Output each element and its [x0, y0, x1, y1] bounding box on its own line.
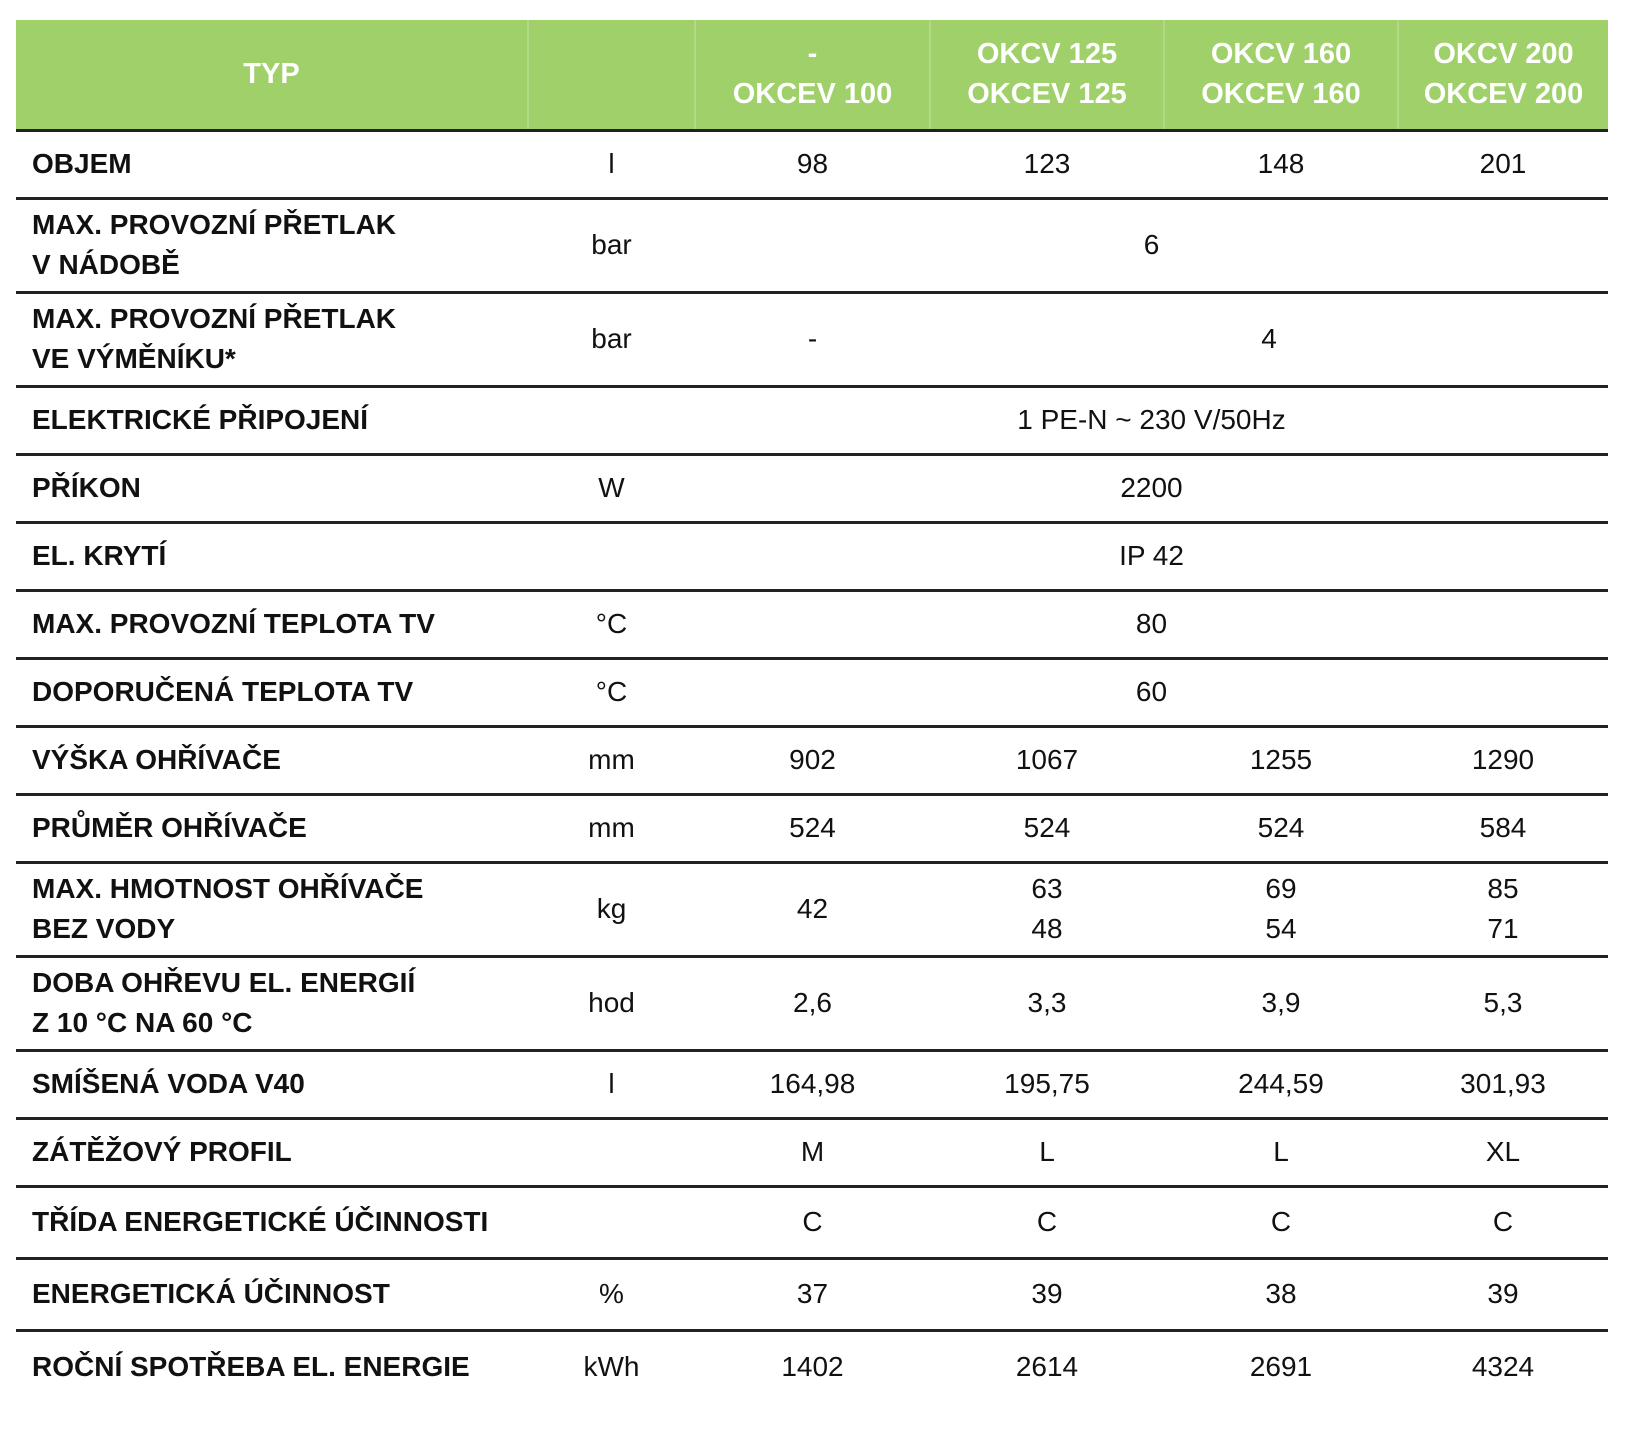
table-row [16, 726, 1608, 794]
cell-value: 584 [1398, 794, 1608, 862]
cell-value: 164,98 [695, 1050, 930, 1118]
row-unit: l [528, 1050, 695, 1118]
cell-value: 39 [1398, 1258, 1608, 1330]
cell-value: 2614 [1015, 1350, 1079, 1382]
table-row [16, 454, 1608, 522]
table-row [16, 1330, 1608, 1402]
row-unit: bar [528, 292, 695, 386]
row-label-line-1: DOBA OHŘEVU EL. ENERGIÍ [32, 967, 416, 998]
header-type-label: TYP [16, 20, 528, 130]
header-model-4-line-1: OKCV 200 [1433, 38, 1574, 71]
cell-value: 38 [1164, 1258, 1398, 1330]
header-row [16, 20, 1608, 130]
table-row [16, 198, 1608, 292]
cell-value-line: 42 [796, 893, 829, 924]
cell-value: 148 [1164, 130, 1398, 198]
cell-value: C [1398, 1186, 1608, 1258]
table-row [16, 292, 1608, 386]
cell-value: 524 [930, 794, 1164, 862]
row-label: DOPORUČENÁ TEPLOTA TV [16, 658, 528, 726]
cell-value: 1067 [930, 726, 1164, 794]
header-model-1-line-2: OKCEV 100 [732, 78, 893, 111]
row-label: EL. KRYTÍ [16, 522, 528, 590]
header-model-3-line-2: OKCEV 160 [1201, 78, 1361, 111]
cell-value: 4324 [1471, 1350, 1535, 1382]
cell-value-merged: IP 42 [695, 522, 1608, 590]
cell-value: 2,6 [695, 956, 930, 1050]
table-row [16, 1050, 1608, 1118]
header-model-2-line-2: OKCEV 125 [967, 78, 1127, 111]
cell-value: 98 [695, 130, 930, 198]
cell-value: 3,3 [930, 956, 1164, 1050]
row-label-line-2: BEZ VODY [32, 913, 176, 944]
row-label: TŘÍDA ENERGETICKÉ ÚČINNOSTI [16, 1186, 528, 1258]
row-label-line-2: VE VÝMĚNÍKU* [32, 343, 236, 374]
cell-value: 123 [930, 130, 1164, 198]
row-label-line-1: MAX. PROVOZNÍ PŘETLAK [32, 209, 397, 240]
row-unit [528, 1186, 695, 1258]
row-label-line-1: MAX. PROVOZNÍ PŘETLAK [32, 303, 397, 334]
header-model-3-line-1: OKCV 160 [1210, 38, 1352, 71]
cell-value-line: 69 [1265, 873, 1297, 904]
row-label: PŘÍKON [16, 454, 528, 522]
row-unit [528, 522, 695, 590]
row-unit: % [528, 1258, 695, 1330]
table-row [16, 590, 1608, 658]
cell-value: 195,75 [930, 1050, 1164, 1118]
cell-value-merged: 80 [695, 590, 1608, 658]
table-row [16, 1258, 1608, 1330]
row-unit: kg [528, 862, 695, 956]
cell-value: - [695, 292, 930, 386]
row-label-line-2: Z 10 °C NA 60 °C [32, 1007, 253, 1038]
table-row [16, 386, 1608, 454]
row-unit: mm [528, 794, 695, 862]
table-row [16, 1118, 1608, 1186]
header-unit-label [528, 20, 695, 130]
spec-table-wrapper [16, 20, 1608, 1402]
row-label: ELEKTRICKÉ PŘIPOJENÍ [16, 386, 528, 454]
cell-value: M [695, 1118, 930, 1186]
row-label: MAX. PROVOZNÍ TEPLOTA TV [16, 590, 528, 658]
header-model-4 [1398, 20, 1608, 130]
row-label-line-1: MAX. HMOTNOST OHŘÍVAČE [32, 873, 424, 904]
row-unit [528, 386, 695, 454]
row-label [16, 956, 528, 1050]
cell-value: C [930, 1186, 1164, 1258]
table-row [16, 522, 1608, 590]
cell-value: C [695, 1186, 930, 1258]
table-row [16, 1186, 1608, 1258]
spec-table [16, 20, 1608, 1402]
cell-value: 2691 [1249, 1350, 1313, 1382]
row-unit: kWh [583, 1350, 640, 1382]
cell-value-line: 85 [1487, 873, 1519, 904]
row-unit: mm [528, 726, 695, 794]
cell-value-merged: 4 [930, 292, 1608, 386]
row-unit: bar [528, 198, 695, 292]
cell-value: 5,3 [1398, 956, 1608, 1050]
cell-value-line: 48 [1031, 913, 1063, 944]
cell-value-merged: 60 [695, 658, 1608, 726]
row-unit [528, 1118, 695, 1186]
cell-value-line: 71 [1487, 913, 1519, 944]
cell-value-merged: 6 [695, 198, 1608, 292]
row-label [16, 292, 528, 386]
cell-value: 244,59 [1164, 1050, 1398, 1118]
table-row [16, 658, 1608, 726]
row-unit: hod [528, 956, 695, 1050]
row-label: VÝŠKA OHŘÍVAČE [16, 726, 528, 794]
cell-value: 3,9 [1164, 956, 1398, 1050]
cell-value: 524 [695, 794, 930, 862]
row-label: ENERGETICKÁ ÚČINNOST [16, 1258, 528, 1330]
cell-value: XL [1398, 1118, 1608, 1186]
row-label: SMÍŠENÁ VODA V40 [16, 1050, 528, 1118]
cell-value: 201 [1398, 130, 1608, 198]
cell-value: L [1164, 1118, 1398, 1186]
table-row [16, 794, 1608, 862]
cell-value: 1290 [1398, 726, 1608, 794]
row-label: ROČNÍ SPOTŘEBA EL. ENERGIE [32, 1350, 470, 1382]
header-model-2-line-1: OKCV 125 [976, 38, 1118, 71]
cell-value-line: 54 [1265, 913, 1297, 944]
cell-value [930, 862, 1164, 956]
row-label: PRŮMĚR OHŘÍVAČE [16, 794, 528, 862]
cell-value: 301,93 [1398, 1050, 1608, 1118]
cell-value: 524 [1164, 794, 1398, 862]
cell-value-merged: 1 PE-N ~ 230 V/50Hz [695, 386, 1608, 454]
cell-value: 39 [930, 1258, 1164, 1330]
row-label-line-2: V NÁDOBĚ [32, 249, 180, 280]
table-row [16, 956, 1608, 1050]
header-model-4-line-2: OKCEV 200 [1423, 78, 1584, 111]
table-row [16, 130, 1608, 198]
row-label: OBJEM [16, 130, 528, 198]
cell-value-merged: 2200 [695, 454, 1608, 522]
row-label [16, 198, 528, 292]
cell-value [1398, 862, 1608, 956]
row-unit: °C [528, 658, 695, 726]
cell-value: 37 [695, 1258, 930, 1330]
cell-value [1164, 862, 1398, 956]
row-unit: W [528, 454, 695, 522]
cell-value: 902 [695, 726, 930, 794]
cell-value-line: 63 [1031, 873, 1063, 904]
cell-value: 1402 [781, 1350, 844, 1382]
row-unit: l [528, 130, 695, 198]
row-label: ZÁTĚŽOVÝ PROFIL [16, 1118, 528, 1186]
header-model-2 [930, 20, 1164, 130]
cell-value: C [1164, 1186, 1398, 1258]
header-model-1-line-1: - [807, 38, 818, 71]
header-model-1 [695, 20, 930, 130]
header-model-3 [1164, 20, 1398, 130]
cell-value: 1255 [1164, 726, 1398, 794]
row-label [16, 862, 528, 956]
cell-value: L [930, 1118, 1164, 1186]
table-row [16, 862, 1608, 956]
row-unit: °C [528, 590, 695, 658]
cell-value [695, 862, 930, 956]
